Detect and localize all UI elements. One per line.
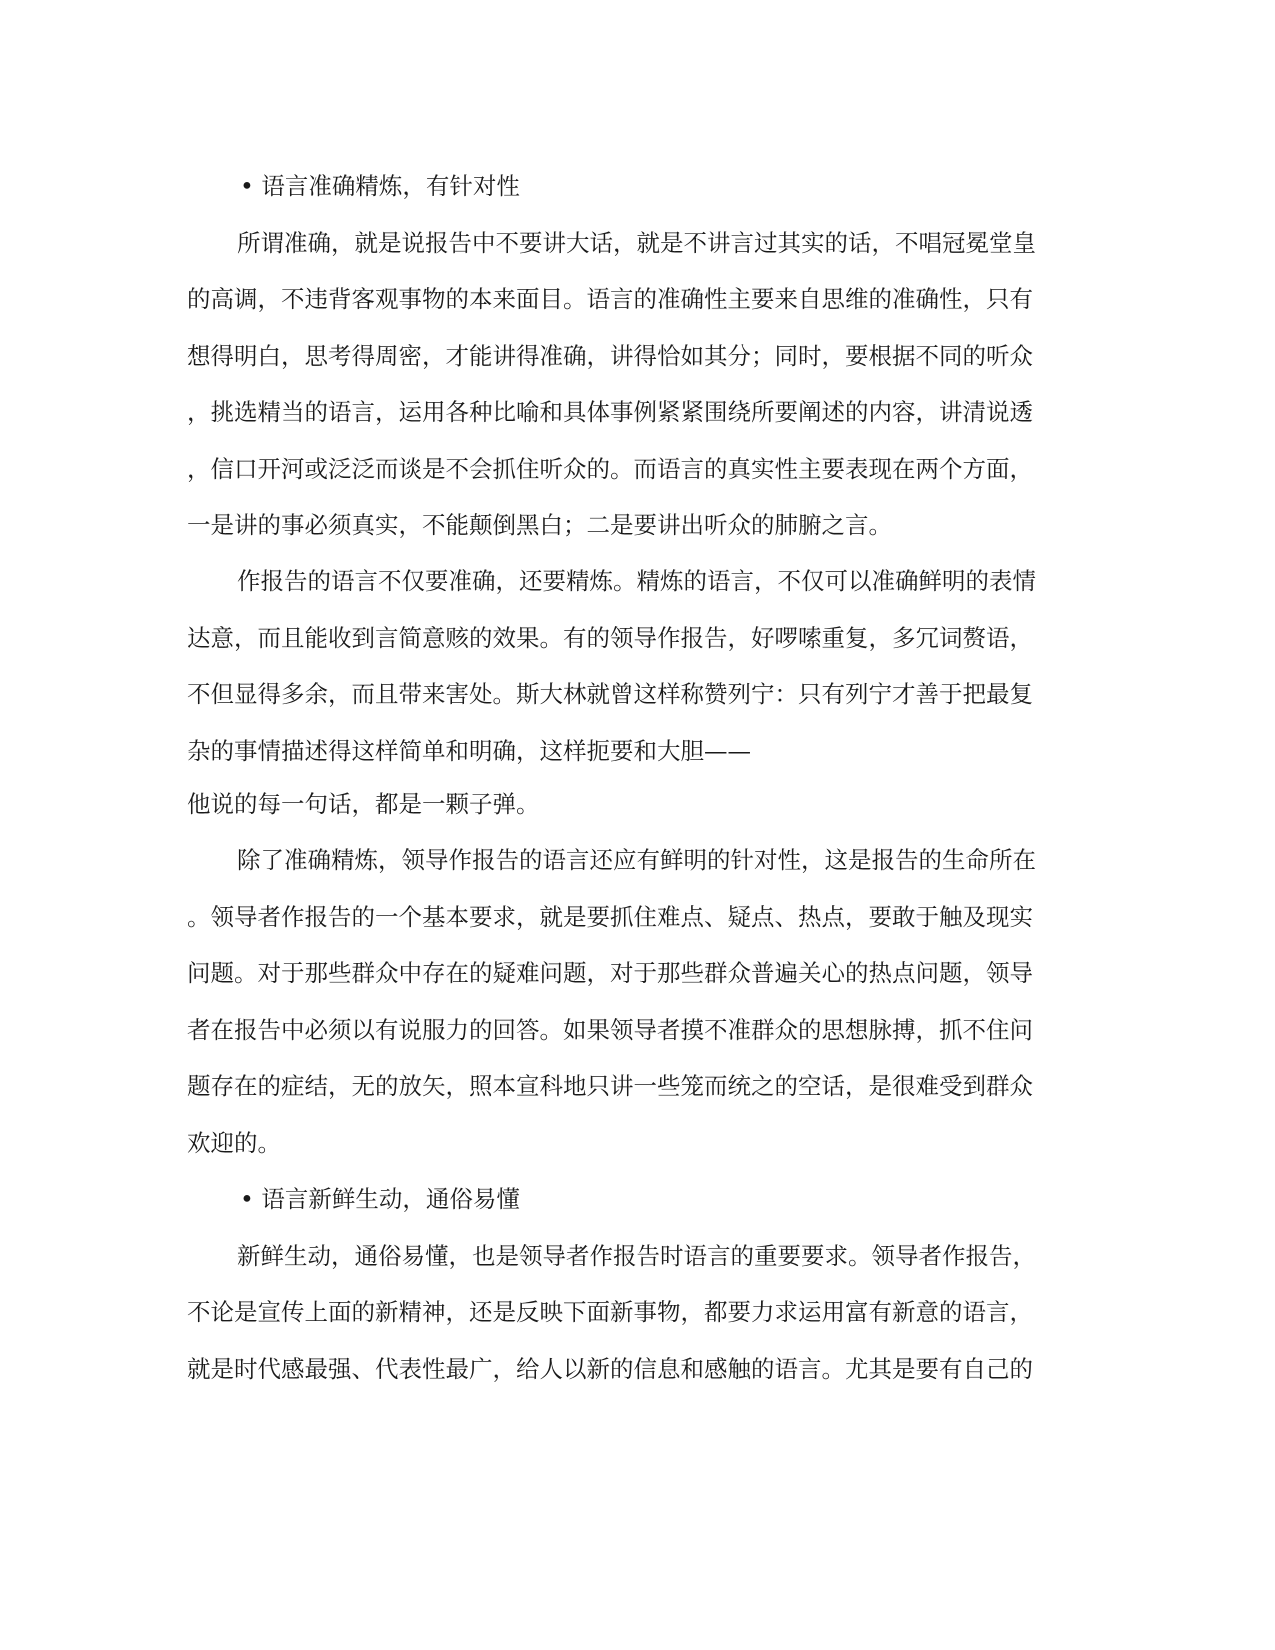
paragraph-line: 一是讲的事必须真实，不能颠倒黑白；二是要讲出听众的肺腑之言。 [187, 511, 892, 539]
paragraph-line: 者在报告中必须以有说服力的回答。如果领导者摸不准群众的思想脉搏，抓不住问 [187, 1016, 1033, 1044]
paragraph-line: 问题。对于那些群众中存在的疑难问题，对于那些群众普遍关心的热点问题，领导 [187, 959, 1033, 987]
section-heading: • 语言新鲜生动，通俗易懂 [240, 1185, 520, 1213]
paragraph-line: 他说的每一句话，都是一颗子弹。 [187, 790, 540, 818]
paragraph-line: 欢迎的。 [187, 1129, 281, 1157]
paragraph-line: 不但显得多余，而且带来害处。斯大林就曾这样称赞列宁：只有列宁才善于把最复 [187, 680, 1033, 708]
paragraph-line: ，挑选精当的语言，运用各种比喻和具体事例紧紧围绕所要阐述的内容，讲清说透 [187, 398, 1033, 426]
paragraph-line: 。领导者作报告的一个基本要求，就是要抓住难点、疑点、热点，要敢于触及现实 [187, 903, 1033, 931]
paragraph-line: 新鲜生动，通俗易懂，也是领导者作报告时语言的重要要求。领导者作报告， [237, 1242, 1036, 1270]
paragraph-line: 就是时代感最强、代表性最广，给人以新的信息和感触的语言。尤其是要有自己的 [187, 1355, 1033, 1383]
paragraph-line: 想得明白，思考得周密，才能讲得准确，讲得恰如其分；同时，要根据不同的听众 [187, 342, 1033, 370]
section-heading: • 语言准确精炼，有针对性 [240, 172, 520, 200]
paragraph-line: 的高调，不违背客观事物的本来面目。语言的准确性主要来自思维的准确性，只有 [187, 285, 1033, 313]
paragraph-line: 达意，而且能收到言简意赅的效果。有的领导作报告，好啰嗦重复，多冗词赘语， [187, 624, 1033, 652]
paragraph-line: 所谓准确，就是说报告中不要讲大话，就是不讲言过其实的话，不唱冠冕堂皇 [237, 229, 1036, 257]
paragraph-line: 作报告的语言不仅要准确，还要精炼。精炼的语言，不仅可以准确鲜明的表情 [237, 567, 1036, 595]
paragraph-line: 不论是宣传上面的新精神，还是反映下面新事物，都要力求运用富有新意的语言， [187, 1298, 1033, 1326]
paragraph-line: ，信口开河或泛泛而谈是不会抓住听众的。而语言的真实性主要表现在两个方面， [187, 455, 1033, 483]
paragraph-line: 题存在的症结，无的放矢，照本宣科地只讲一些笼而统之的空话，是很难受到群众 [187, 1072, 1033, 1100]
paragraph-line: 杂的事情描述得这样简单和明确，这样扼要和大胆—— [187, 737, 751, 765]
paragraph-line: 除了准确精炼，领导作报告的语言还应有鲜明的针对性，这是报告的生命所在 [237, 846, 1036, 874]
